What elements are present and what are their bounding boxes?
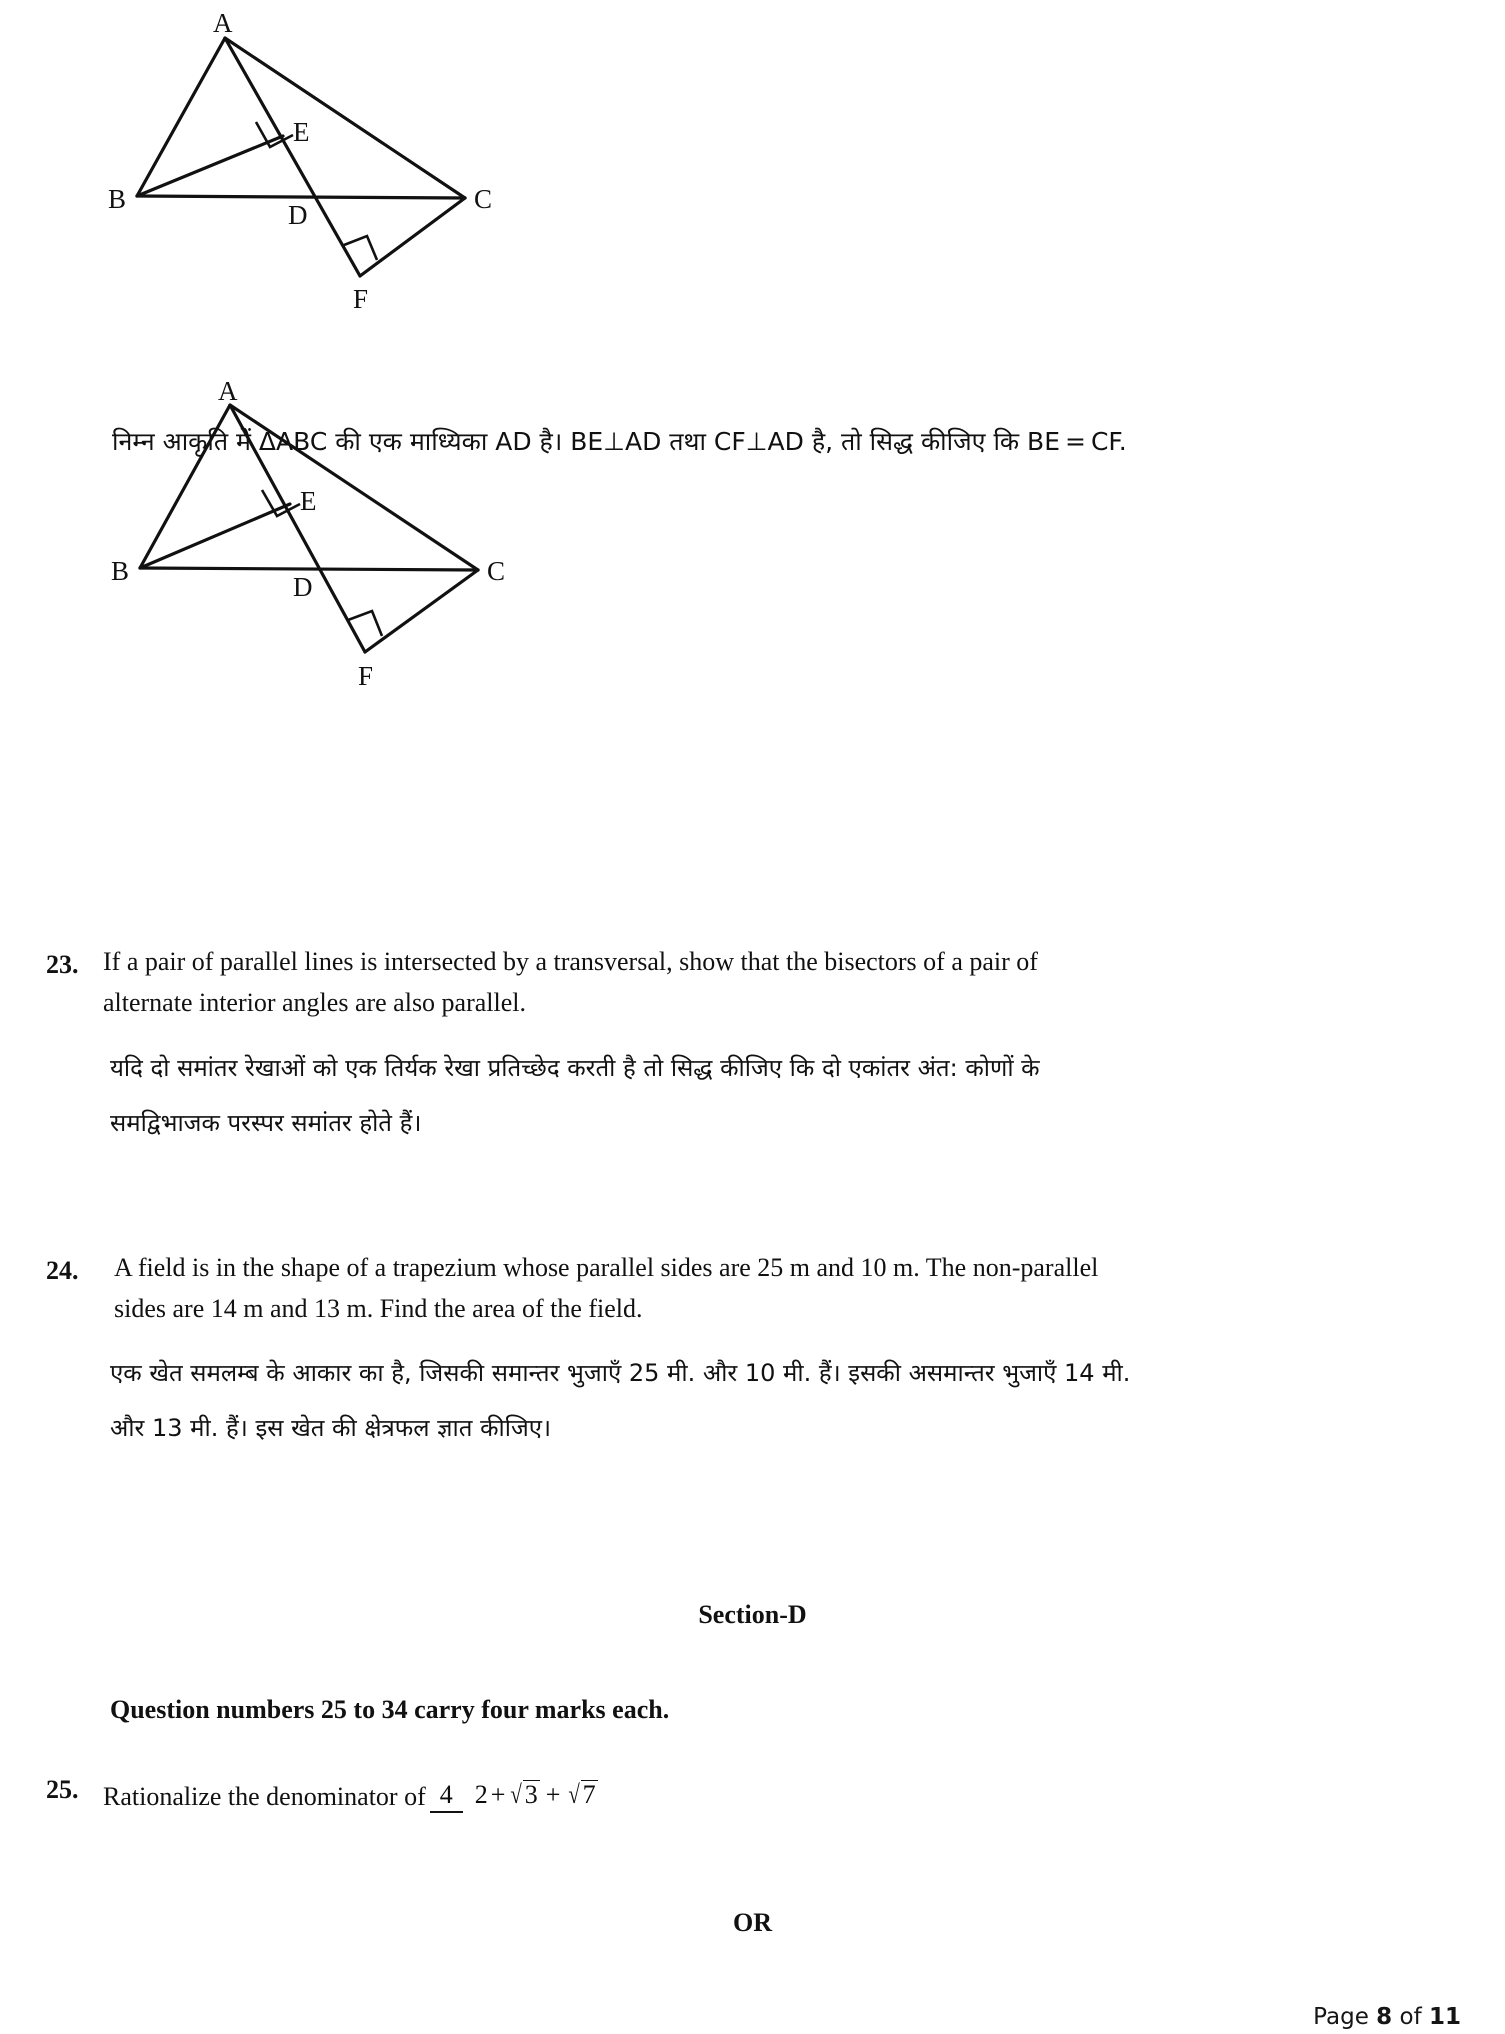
question-24-hindi (110, 1356, 1390, 1444)
radical-sign-2: √ (568, 1780, 581, 1810)
question-24-hindi-line-1: एक खेत समलम्ब के आकार का है, जिसकी समान्तर भुजाएँ 25 मी. और 10 मी. हैं। इसकी असमान्तर भुजाएँ 14 मी. (110, 1359, 1131, 1387)
question-23-english-line-2: alternate interior angles are also parallel. (103, 988, 527, 1017)
question-25-number: 25. (46, 1775, 79, 1804)
question-23-hindi-line-1: यदि दो समांतर रेखाओं को एक तिर्यक रेखा प्रतिच्छेद करती है तो सिद्ध कीजिए कि दो एकांतर अंत: कोणों के (110, 1054, 1040, 1082)
sqrt-7 (566, 1780, 597, 1810)
figure1-label-F: F (353, 284, 369, 314)
figure2-label-B: B (111, 556, 130, 586)
question-23-english (103, 947, 1303, 1018)
figure1-label-B: B (108, 184, 127, 214)
denominator-term-1: 2 (474, 1780, 488, 1810)
question-23-hindi (110, 1051, 1360, 1139)
fraction-numerator: 4 (430, 1780, 463, 1813)
section-d-instruction: Question numbers 25 to 34 carry four marks each. (110, 1695, 670, 1724)
section-d-title: Section-D (698, 1600, 807, 1629)
figure1-label-A: A (213, 8, 233, 38)
question-22-hindi-text: निम्न आकृति में ΔABC की एक माध्यिका AD है। BE⊥AD तथा CF⊥AD है, तो सिद्ध कीजिए कि BE = CF. (112, 427, 1127, 456)
footer-middle: of (1392, 2004, 1429, 2030)
question-23-english-line-1: If a pair of parallel lines is intersected by a transversal, show that the bisectors of a pair of (103, 947, 1038, 976)
question-25-body (103, 1782, 1203, 1812)
denominator-plus-1: + (490, 1780, 506, 1810)
fraction-denominator (467, 1777, 606, 1809)
footer-total-pages: 11 (1428, 2004, 1461, 2030)
figure1-label-D: D (288, 200, 308, 230)
question-23-number: 23. (46, 950, 79, 979)
question-24-english-line-2: sides are 14 m and 13 m. Find the area of the field. (114, 1294, 643, 1323)
or-divider: OR (733, 1908, 772, 1937)
question-24-english (114, 1253, 1314, 1324)
figure2-label-C: C (487, 556, 506, 586)
triangle-median-figure-2 (110, 380, 650, 700)
figure1-label-C: C (474, 184, 493, 214)
question-24-hindi-line-2: और 13 मी. हैं। इस खेत की क्षेत्रफल ज्ञात कीजिए। (110, 1414, 552, 1442)
figure1-label-E: E (293, 117, 310, 147)
footer-prefix: Page (1313, 2004, 1377, 2030)
figure2-label-A: A (218, 380, 238, 406)
radical-sign-1: √ (510, 1780, 523, 1810)
footer-page-number: 8 (1376, 2004, 1393, 2030)
triangle-median-figure-1 (105, 8, 625, 318)
question-24-english-line-1: A field is in the shape of a trapezium whose parallel sides are 25 m and 10 m. The non-parallel (114, 1253, 1099, 1282)
figure2-label-D: D (293, 572, 313, 602)
radicand-7: 7 (582, 1780, 596, 1810)
page-footer (1313, 2004, 1461, 2030)
question-24-number: 24. (46, 1256, 79, 1285)
figure2-label-E: E (300, 486, 317, 516)
radicand-3: 3 (524, 1780, 538, 1810)
question-23-hindi-line-2: समद्विभाजक परस्पर समांतर होते हैं। (110, 1109, 422, 1137)
question-25-fraction (430, 1780, 606, 1810)
figure2-label-F: F (358, 661, 374, 691)
denominator-plus-2: + (545, 1780, 561, 1810)
sqrt-3 (508, 1780, 539, 1810)
question-25-english-prefix: Rationalize the denominator of (103, 1782, 426, 1811)
